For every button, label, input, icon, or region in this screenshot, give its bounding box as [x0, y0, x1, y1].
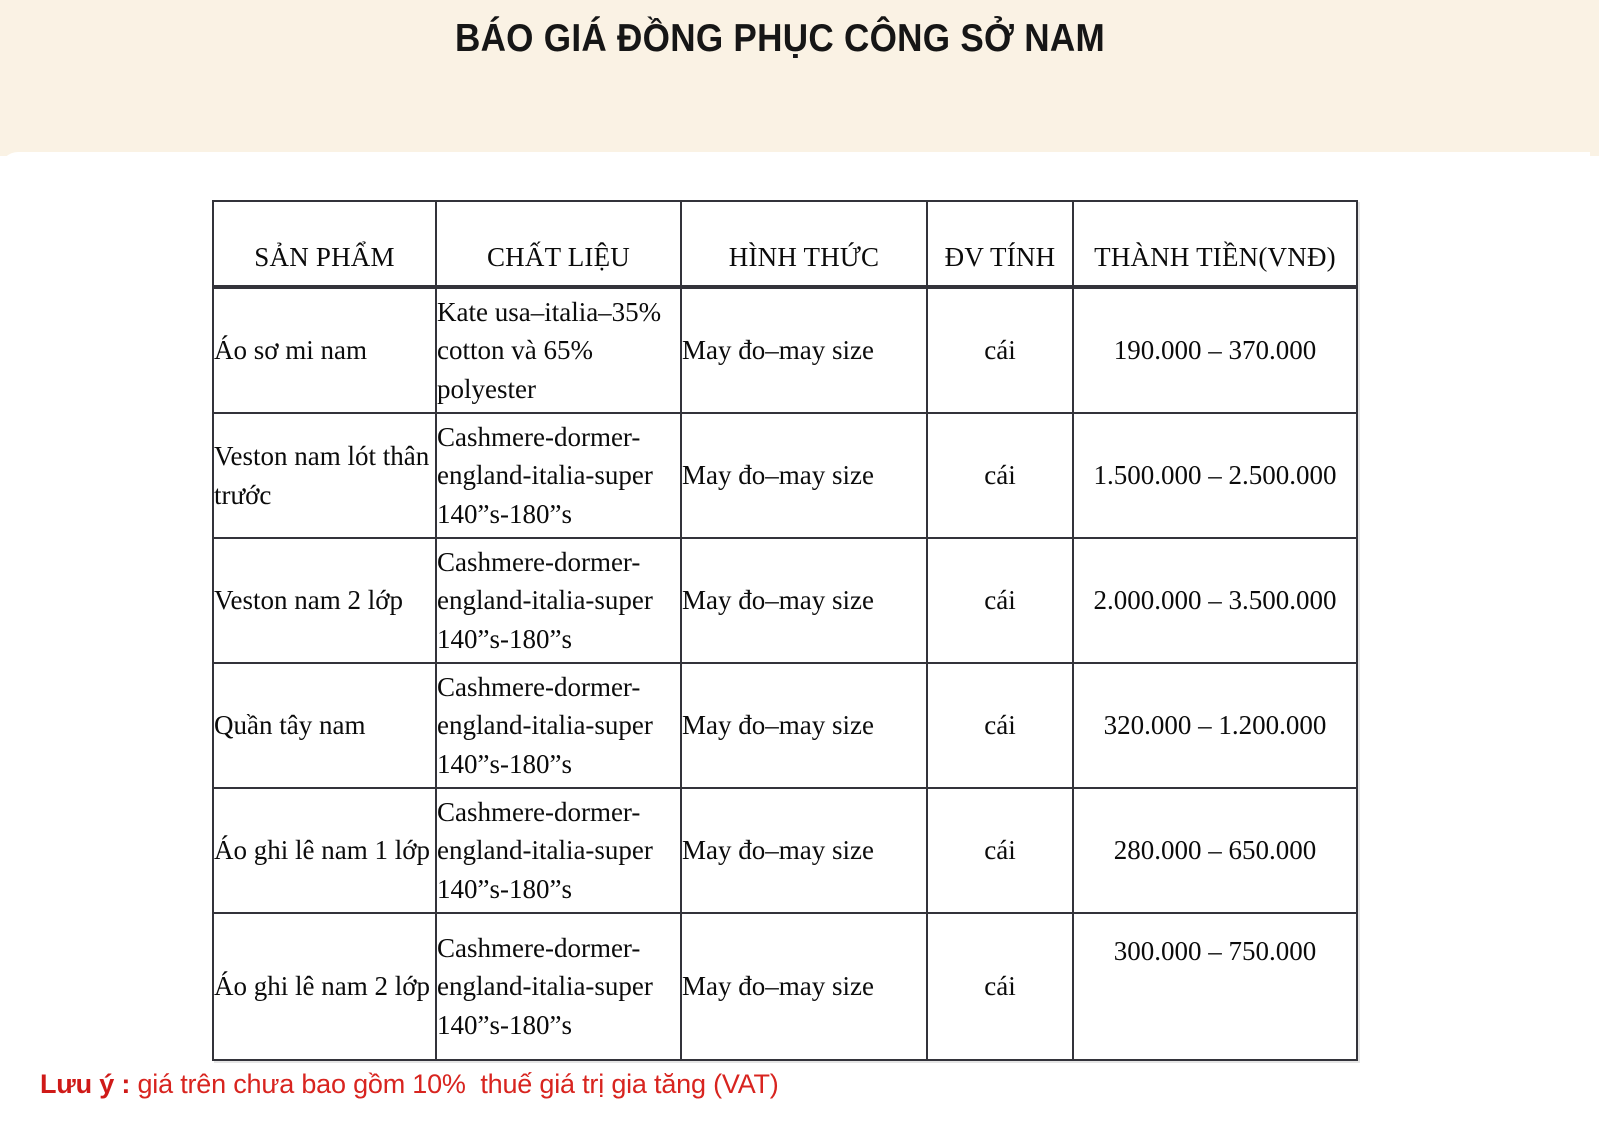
- column-header-unit-label: ĐV TÍNH: [944, 242, 1056, 272]
- table-row: [212, 789, 1358, 914]
- table-row: [212, 539, 1358, 664]
- table-row: [212, 287, 1358, 414]
- content-sheet: [0, 152, 1590, 1136]
- table-header-row: [212, 200, 1358, 287]
- column-header-price-label: THÀNH TIỀN(VNĐ): [1094, 242, 1336, 272]
- cell-form: May đo–may size: [682, 664, 928, 789]
- cell-material: Cashmere-dormer-england-italia-super 140”s-180”s: [437, 664, 682, 789]
- cell-price: 300.000 – 750.000: [1074, 914, 1358, 1061]
- table-body: [212, 287, 1358, 1061]
- cell-unit: cái: [928, 664, 1074, 789]
- cell-product: Áo ghi lê nam 2 lớp: [212, 914, 437, 1061]
- cell-unit: cái: [928, 287, 1074, 414]
- price-table-container: [212, 200, 1358, 1061]
- column-header-material: [437, 200, 682, 287]
- cell-price: 280.000 – 650.000: [1074, 789, 1358, 914]
- cell-product: Quần tây nam: [212, 664, 437, 789]
- column-header-price: [1074, 200, 1358, 287]
- cell-material: Cashmere-dormer-england-italia-super 140”s-180”s: [437, 789, 682, 914]
- vat-note-text: giá trên chưa bao gồm 10% thuế giá trị gia tăng (VAT): [130, 1069, 779, 1099]
- cell-price: 320.000 – 1.200.000: [1074, 664, 1358, 789]
- column-header-product: [212, 200, 437, 287]
- cell-price: 2.000.000 – 3.500.000: [1074, 539, 1358, 664]
- cell-form: May đo–may size: [682, 914, 928, 1061]
- cell-form: May đo–may size: [682, 539, 928, 664]
- cell-unit: cái: [928, 914, 1074, 1061]
- vat-note: [40, 1069, 779, 1100]
- cell-unit: cái: [928, 414, 1074, 539]
- column-header-product-label: SẢN PHẨM: [254, 242, 395, 272]
- cell-product: Áo sơ mi nam: [212, 287, 437, 414]
- cell-material: Cashmere-dormer-england-italia-super 140”s-180”s: [437, 539, 682, 664]
- table-row: [212, 914, 1358, 1061]
- cell-form: May đo–may size: [682, 789, 928, 914]
- table-row: [212, 664, 1358, 789]
- cell-form: May đo–may size: [682, 414, 928, 539]
- price-quote-table: [212, 200, 1358, 1061]
- cell-material: Cashmere-dormer-england-italia-super 140”s-180”s: [437, 414, 682, 539]
- vat-note-label: Lưu ý :: [40, 1069, 131, 1099]
- column-header-unit: [928, 200, 1074, 287]
- cell-unit: cái: [928, 539, 1074, 664]
- table-row: [212, 414, 1358, 539]
- cell-unit: cái: [928, 789, 1074, 914]
- column-header-material-label: CHẤT LIỆU: [486, 242, 631, 272]
- table-header: [212, 200, 1358, 287]
- cell-product: Áo ghi lê nam 1 lớp: [212, 789, 437, 914]
- cell-price: 190.000 – 370.000: [1074, 287, 1358, 414]
- page-title: BÁO GIÁ ĐỒNG PHỤC CÔNG SỞ NAM: [454, 17, 1106, 60]
- cell-material: Kate usa–italia–35% cotton và 65% polyester: [437, 287, 682, 414]
- top-banner: [0, 0, 1599, 156]
- cell-product: Veston nam 2 lớp: [212, 539, 437, 664]
- column-header-form-label: HÌNH THỨC: [728, 242, 880, 272]
- cell-material: Cashmere-dormer-england-italia-super 140”s-180”s: [437, 914, 682, 1061]
- cell-price: 1.500.000 – 2.500.000: [1074, 414, 1358, 539]
- column-header-form: [682, 200, 928, 287]
- cell-form: May đo–may size: [682, 287, 928, 414]
- cell-product: Veston nam lót thân trước: [212, 414, 437, 539]
